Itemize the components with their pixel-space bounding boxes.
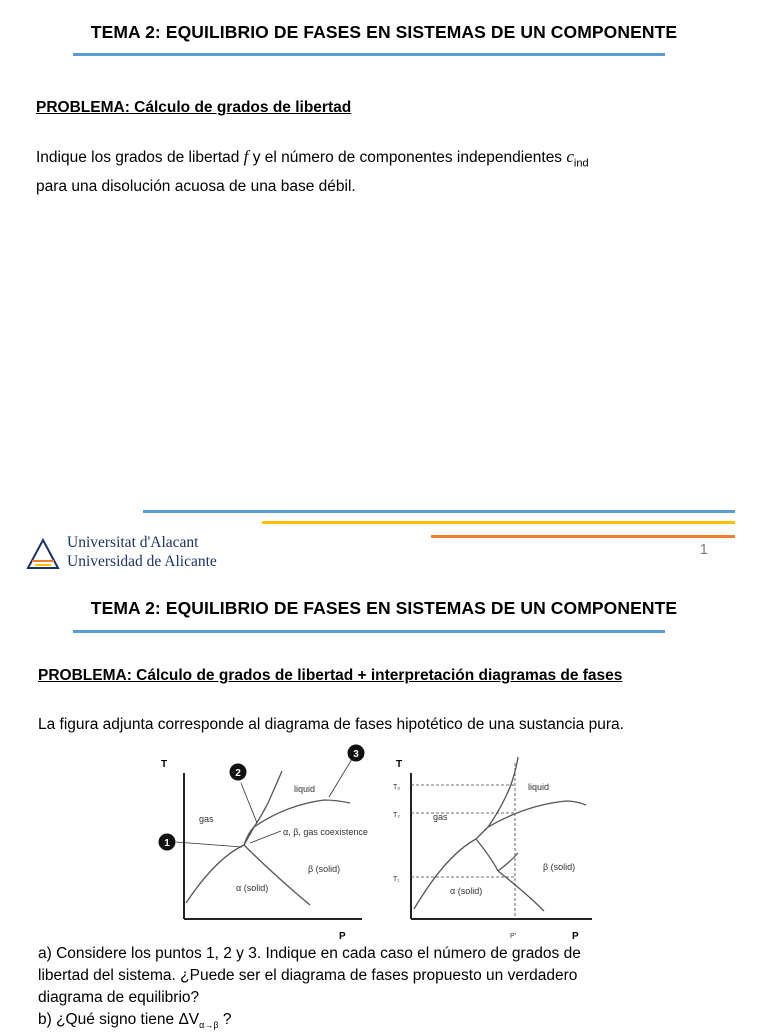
university-name-ca: Universitat d'Alacant	[67, 534, 199, 551]
beta-gas-boundary	[476, 827, 488, 839]
university-logo-icon	[26, 536, 60, 570]
statement-text: y el número de componentes independientes	[248, 149, 567, 166]
question-a-line: a) Considere los puntos 1, 2 y 3. Indique en cada caso el número de grados de	[38, 945, 581, 962]
gas-region-label: gas	[199, 814, 214, 824]
question-a-line: libertad del sistema. ¿Puede ser el diagrama de fases propuesto un verdadero	[38, 967, 578, 984]
alpha-solid-label: α (solid)	[450, 886, 483, 896]
coexistence-label: α, β, gas coexistence	[283, 827, 368, 837]
c-subscript: ind	[573, 157, 589, 170]
alpha-gas-boundary	[414, 839, 476, 909]
alpha-beta-boundary	[498, 871, 544, 911]
question-a-line: diagrama de equilibrio?	[38, 989, 200, 1006]
liquid-region-label: liquid	[528, 782, 550, 792]
marker-3-number: 3	[353, 749, 359, 760]
t1-label: T₁	[393, 876, 400, 883]
right-t-label: T	[396, 759, 403, 770]
right-p-label: P	[572, 931, 579, 942]
slide-title: TEMA 2: EQUILIBRIO DE FASES EN SISTEMAS DE UN COMPONENTE	[90, 22, 678, 42]
f-symbol: f	[243, 147, 249, 166]
footer-orange-band	[431, 535, 735, 538]
problem-heading: PROBLEMA: Cálculo de grados de libertad + interpretación diagramas de fases	[38, 667, 623, 684]
problem-statement	[36, 145, 736, 198]
marker-3-pointer	[329, 759, 352, 797]
c-ind-symbol	[566, 147, 589, 170]
coexistence-pointer	[250, 831, 281, 843]
t2-label: T₂	[393, 812, 400, 819]
alpha-beta-upper-boundary	[476, 839, 498, 871]
phase-diagram-figure	[146, 743, 596, 943]
left-t-label: T	[161, 759, 168, 770]
marker-1-pointer	[176, 842, 242, 847]
footer-blue-band	[143, 510, 735, 513]
statement-text: para una disolución acuosa de una base débil.	[36, 178, 356, 196]
beta-solid-label: β (solid)	[308, 864, 341, 874]
liquid-region-label: liquid	[294, 784, 316, 794]
p-prime-label: P'	[510, 933, 517, 940]
footer-yellow-band	[262, 521, 735, 524]
page-number: 1	[699, 541, 708, 558]
left-p-label: P	[339, 931, 346, 942]
left-phase-diagram	[159, 745, 368, 943]
marker-1-number: 1	[164, 838, 170, 849]
statement-text: Indique los grados de libertad	[36, 149, 244, 166]
t3-label: T₃	[393, 784, 401, 791]
beta-liquid-boundary	[488, 757, 518, 827]
liquid-gas-boundary	[254, 800, 350, 827]
beta-solid-label: β (solid)	[543, 862, 576, 872]
marker-2-number: 2	[235, 768, 241, 779]
right-phase-diagram	[393, 757, 592, 942]
c-symbol: c	[566, 147, 574, 166]
title-underline	[73, 53, 665, 56]
title-underline	[73, 630, 665, 633]
question-a	[38, 943, 738, 1036]
alpha-solid-label: α (solid)	[236, 883, 269, 893]
university-name-es: Universidad de Alicante	[67, 553, 217, 570]
liquid-gas-boundary	[488, 801, 586, 827]
slide-title: TEMA 2: EQUILIBRIO DE FASES EN SISTEMAS DE UN COMPONENTE	[90, 598, 678, 618]
alpha-beta-boundary	[244, 845, 310, 905]
intro-text: La figura adjunta corresponde al diagrama de fases hipotético de una sustancia pura.	[38, 716, 624, 733]
alpha-gas-boundary	[186, 845, 244, 903]
question-b: b) ¿Qué signo tiene $\Delta V_{\alpha\to\beta}$ ?	[38, 1011, 232, 1031]
problem-heading: PROBLEMA: Cálculo de grados de libertad	[36, 99, 352, 116]
marker-2-pointer	[241, 783, 257, 823]
gas-region-label: gas	[433, 812, 448, 822]
